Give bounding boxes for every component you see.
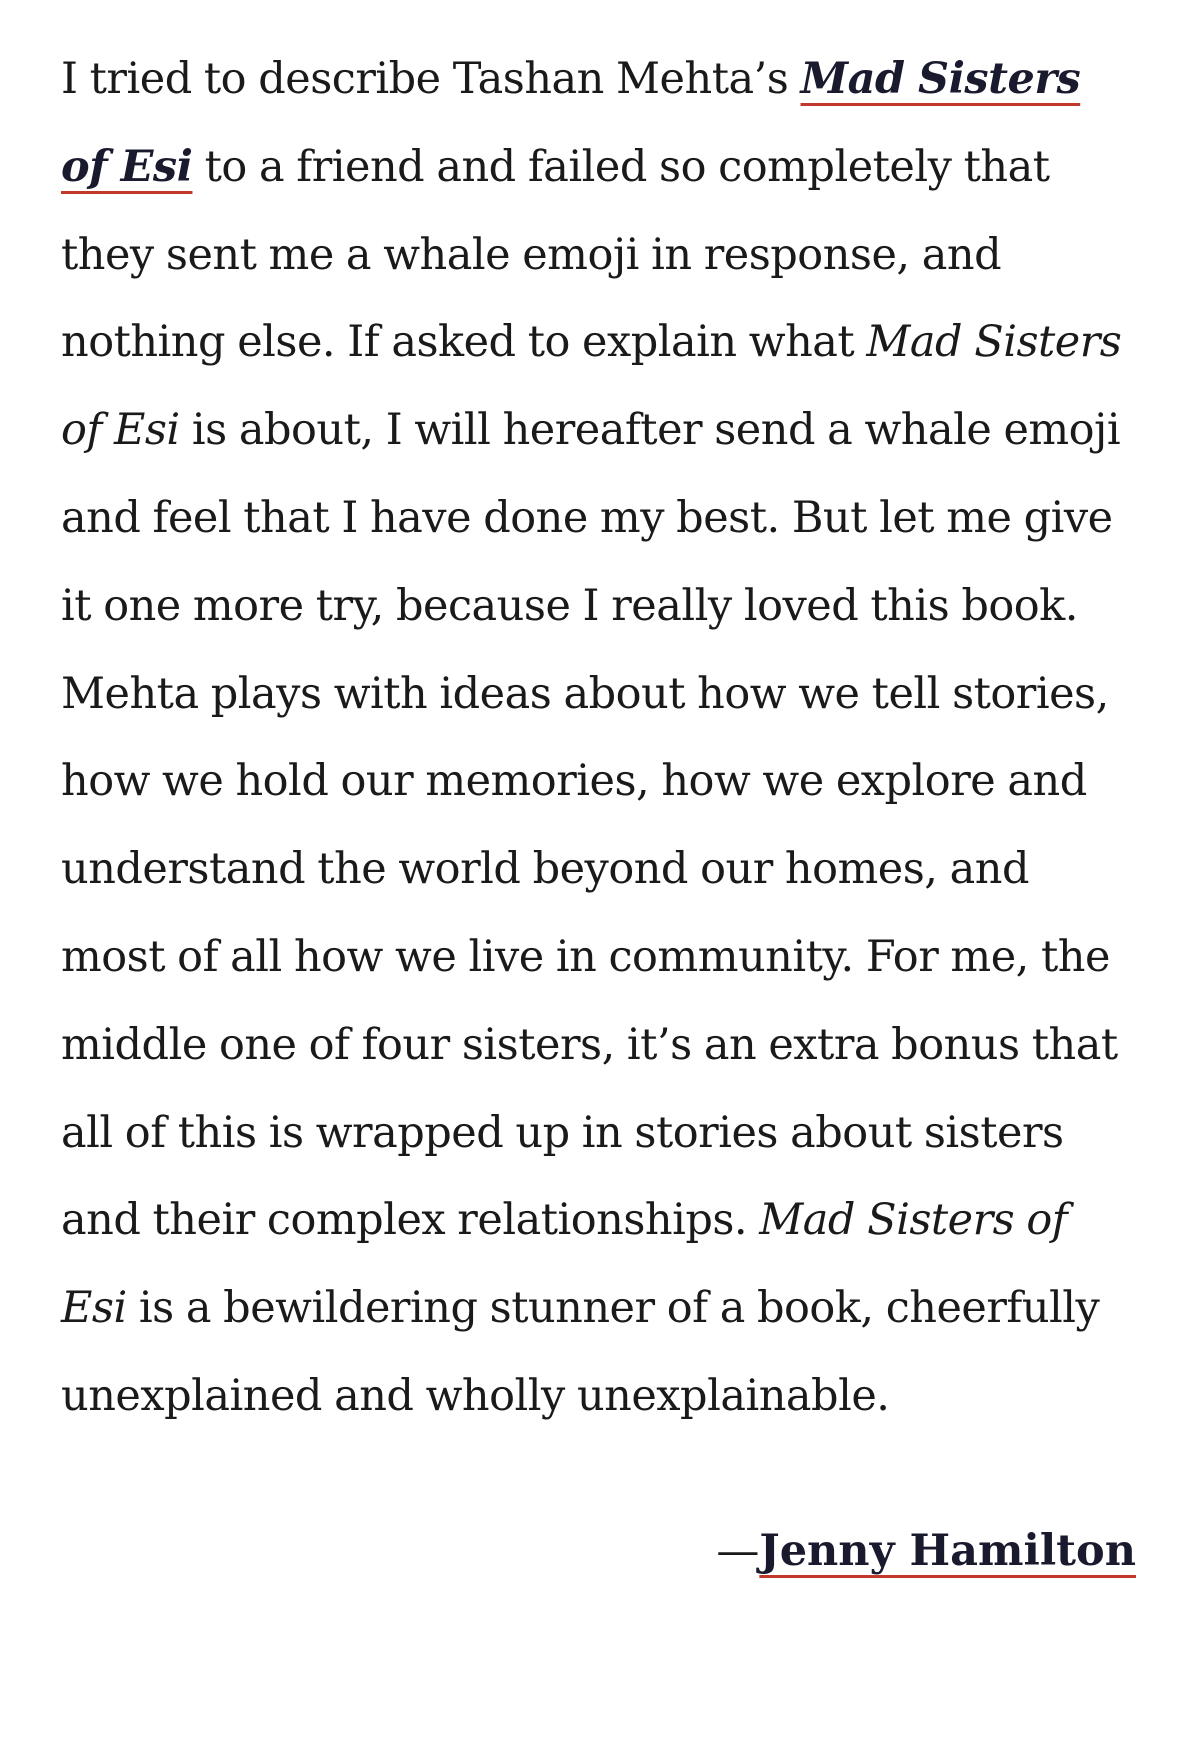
book-title-link[interactable]: Mad Sisters of Esi: [61, 54, 1081, 192]
review-paragraph: [61, 36, 1136, 1441]
review-part-4: is a bewildering stunner of a book, cheerfully unexplained and wholly unexplainable.: [61, 1283, 1100, 1421]
book-title-italic: Mad Sisters of Esi: [61, 1195, 1068, 1334]
attribution: [61, 1521, 1136, 1581]
review-intro: I tried to describe Tashan Mehta’s: [61, 54, 801, 104]
review-block: [61, 36, 1136, 1581]
review-part-3: is about, I will hereafter send a whale emoji and feel that I have done my best. But let me give it one more try, because I really loved this book. Mehta plays with ideas about how we tell stories, how we hold our memories, how we explore and understand the world beyond our homes, and most of all how we live in community. For me, the middle one of four sisters, it’s an extra bonus that all of this is wrapped up in stories about sisters and their complex relationships.: [61, 405, 1121, 1246]
review-part-2: to a friend and failed so completely that they sent me a whale emoji in response, and nothing else. If asked to explain what: [61, 141, 1050, 368]
author-link[interactable]: Jenny Hamilton: [759, 1525, 1136, 1576]
book-title-italic: Mad Sisters of Esi: [61, 317, 1122, 456]
attribution-dash: —: [716, 1525, 760, 1576]
